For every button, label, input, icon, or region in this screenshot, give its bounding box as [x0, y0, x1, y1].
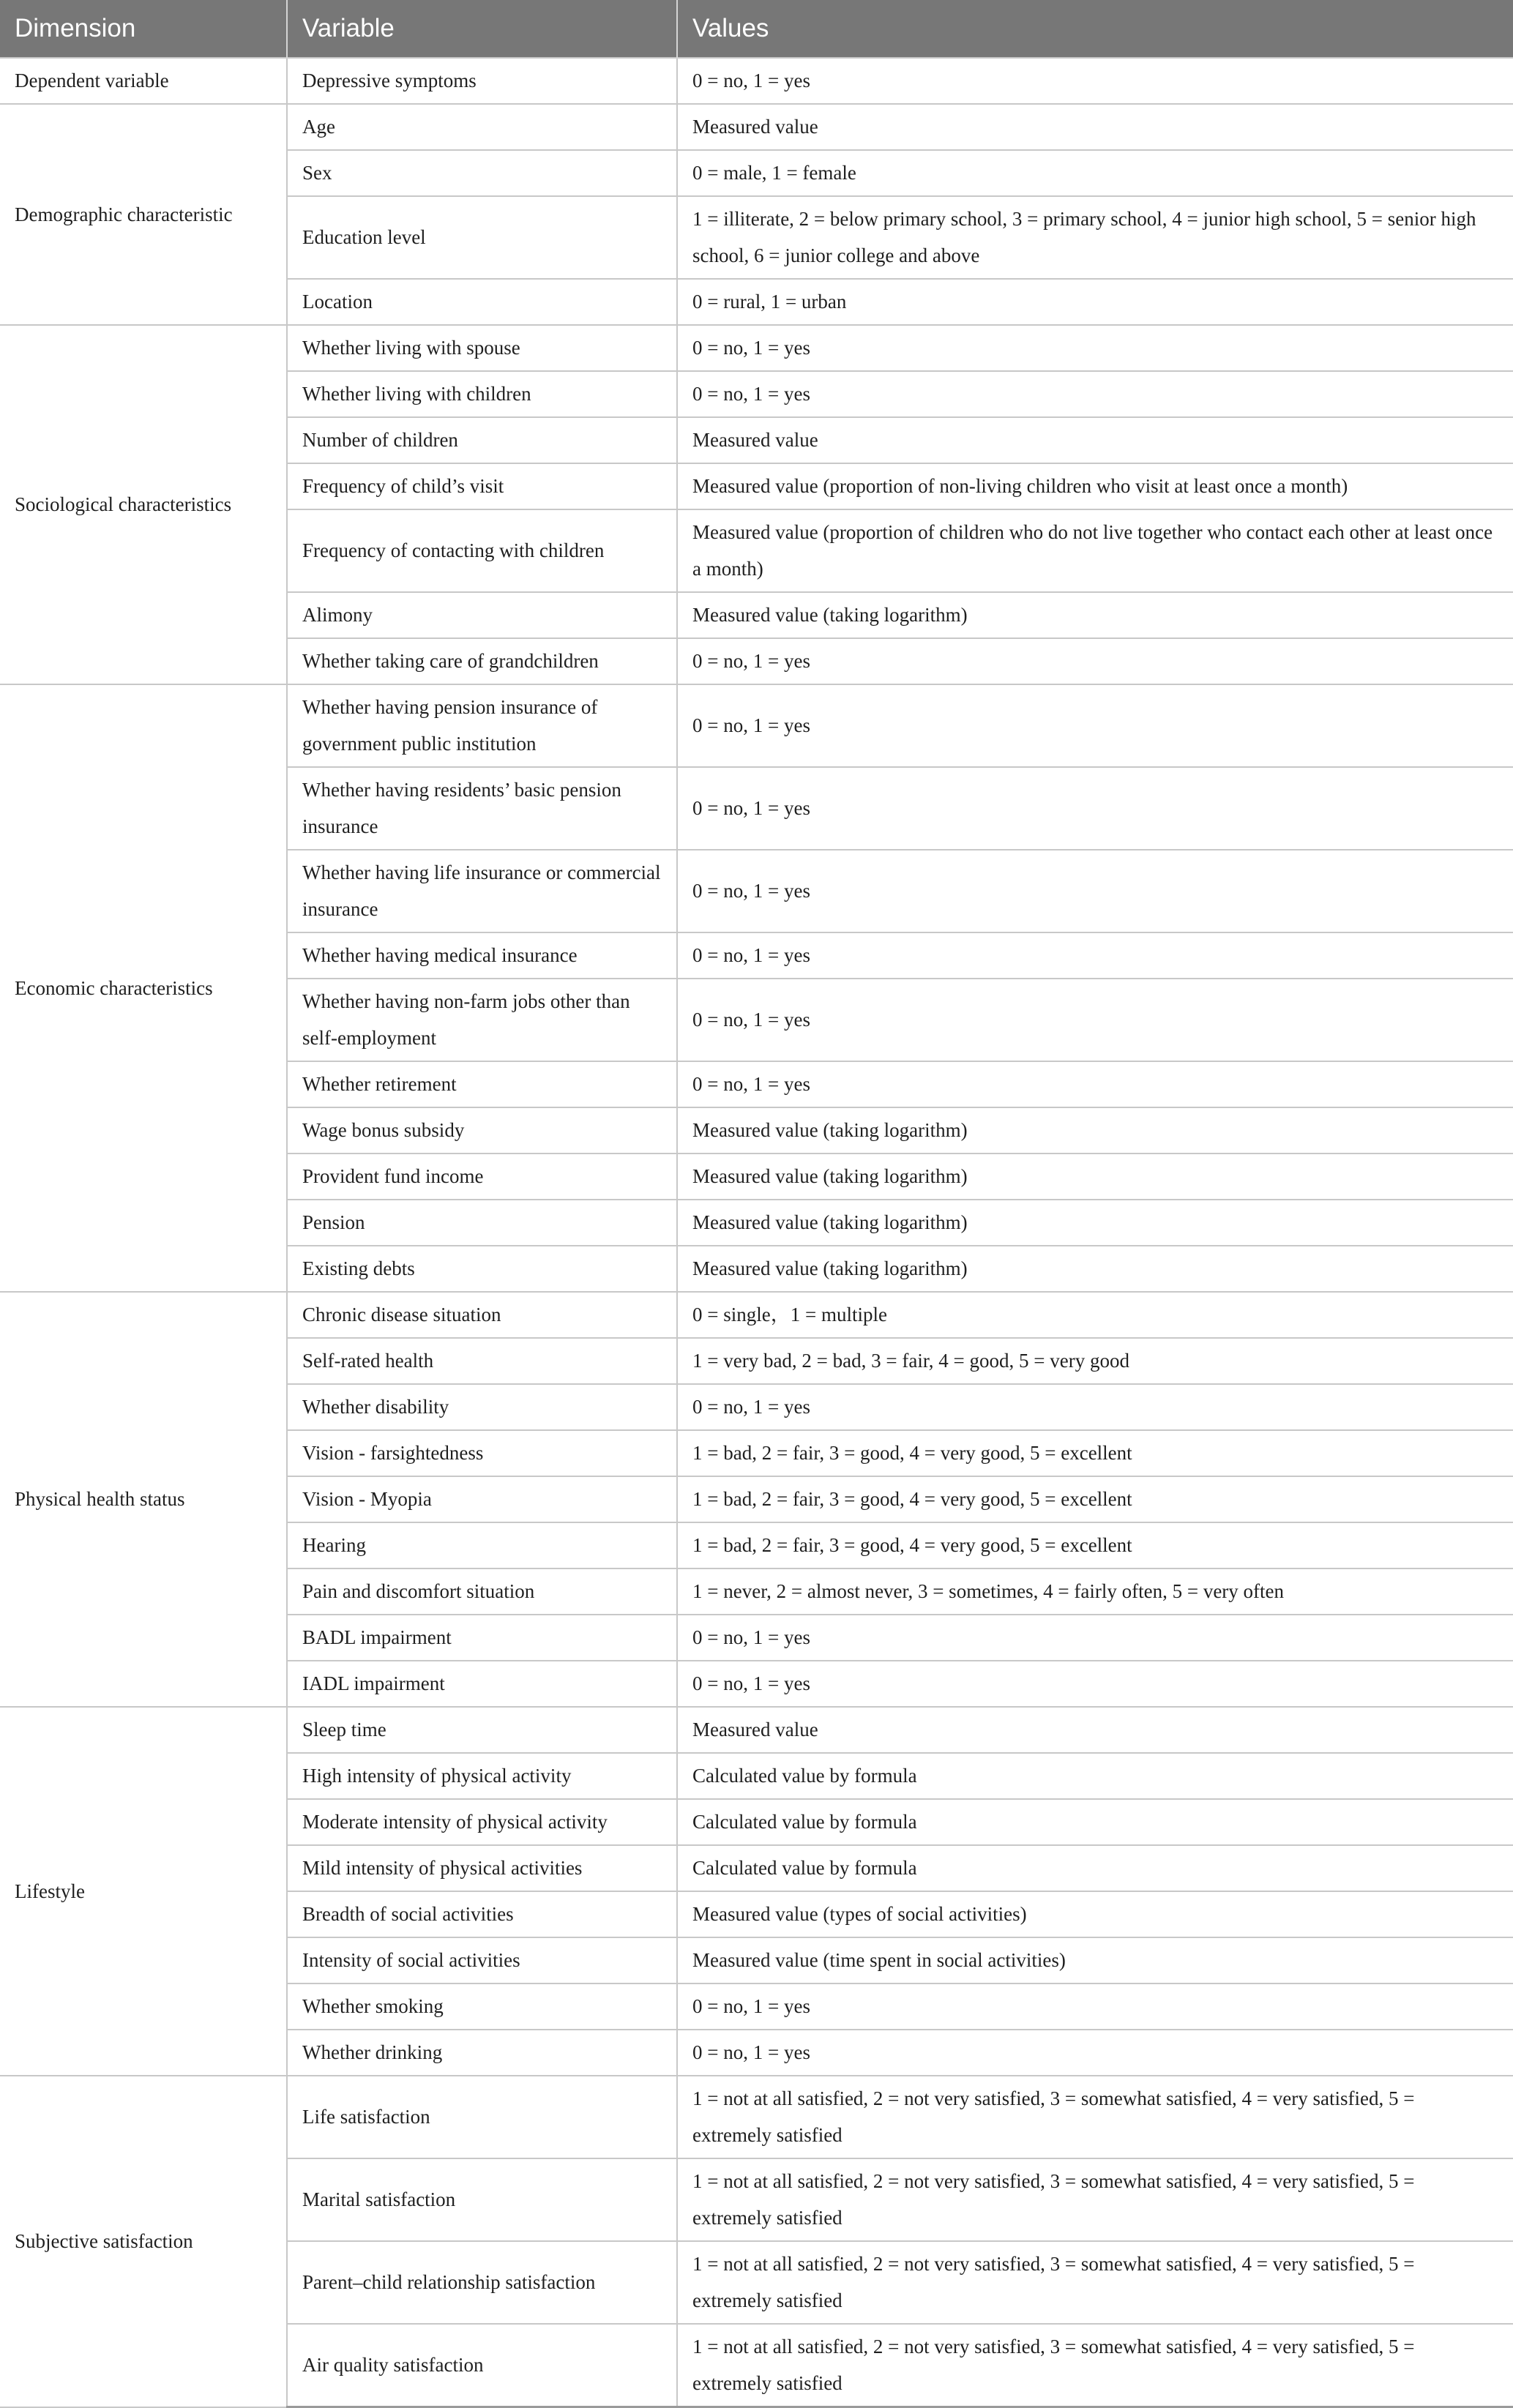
variable-cell: Existing debts	[287, 1246, 677, 1292]
value-cell: 0 = single，1 = multiple	[677, 1292, 1513, 1338]
variable-cell: Number of children	[287, 417, 677, 463]
variable-cell: Frequency of contacting with children	[287, 509, 677, 592]
value-cell: Calculated value by formula	[677, 1799, 1513, 1845]
value-cell: 1 = not at all satisfied, 2 = not very satisfied, 3 = somewhat satisfied, 4 = very satisfied, 5 = extremely satisfied	[677, 2158, 1513, 2241]
value-cell: Calculated value by formula	[677, 1845, 1513, 1891]
value-cell: 0 = no, 1 = yes	[677, 1661, 1513, 1707]
value-cell: 0 = no, 1 = yes	[677, 979, 1513, 1061]
value-cell: Measured value	[677, 417, 1513, 463]
variable-cell: Age	[287, 104, 677, 150]
variable-cell: Sex	[287, 150, 677, 196]
variable-cell: Whether having medical insurance	[287, 932, 677, 979]
header-variable: Variable	[287, 0, 677, 58]
variable-cell: Whether having pension insurance of government public institution	[287, 684, 677, 767]
value-cell: 0 = no, 1 = yes	[677, 1615, 1513, 1661]
variable-cell: Parent–child relationship satisfaction	[287, 2241, 677, 2324]
variable-cell: Depressive symptoms	[287, 58, 677, 104]
dimension-cell: Lifestyle	[0, 1707, 287, 2076]
value-cell: 0 = no, 1 = yes	[677, 767, 1513, 850]
variable-cell: Self-rated health	[287, 1338, 677, 1384]
value-cell: 1 = bad, 2 = fair, 3 = good, 4 = very good, 5 = excellent	[677, 1522, 1513, 1568]
dimension-cell: Demographic characteristic	[0, 104, 287, 325]
dimension-cell: Dependent variable	[0, 58, 287, 104]
variable-cell: BADL impairment	[287, 1615, 677, 1661]
variable-cell: Vision - Myopia	[287, 1476, 677, 1522]
header-dimension: Dimension	[0, 0, 287, 58]
value-cell: 0 = no, 1 = yes	[677, 1384, 1513, 1430]
value-cell: 0 = no, 1 = yes	[677, 684, 1513, 767]
value-cell: 1 = not at all satisfied, 2 = not very satisfied, 3 = somewhat satisfied, 4 = very satisfied, 5 = extremely satisfied	[677, 2076, 1513, 2158]
table-row	[0, 104, 1513, 150]
table-row	[0, 325, 1513, 371]
value-cell: 1 = very bad, 2 = bad, 3 = fair, 4 = good, 5 = very good	[677, 1338, 1513, 1384]
variable-cell: Vision - farsightedness	[287, 1430, 677, 1476]
value-cell: 0 = no, 1 = yes	[677, 1983, 1513, 2030]
variable-cell: Whether disability	[287, 1384, 677, 1430]
value-cell: Calculated value by formula	[677, 1753, 1513, 1799]
value-cell: 0 = male, 1 = female	[677, 150, 1513, 196]
variable-cell: Location	[287, 279, 677, 325]
variable-cell: High intensity of physical activity	[287, 1753, 677, 1799]
variable-cell: Marital satisfaction	[287, 2158, 677, 2241]
table-row	[0, 1292, 1513, 1338]
variable-cell: Moderate intensity of physical activity	[287, 1799, 677, 1845]
table-header	[0, 0, 1513, 58]
variable-cell: Frequency of child’s visit	[287, 463, 677, 509]
value-cell: 1 = bad, 2 = fair, 3 = good, 4 = very good, 5 = excellent	[677, 1476, 1513, 1522]
dimension-cell: Sociological characteristics	[0, 325, 287, 684]
variable-cell: Pension	[287, 1200, 677, 1246]
value-cell: Measured value (taking logarithm)	[677, 1153, 1513, 1200]
table-row	[0, 1707, 1513, 1753]
value-cell: 0 = no, 1 = yes	[677, 2030, 1513, 2076]
value-cell: 0 = no, 1 = yes	[677, 850, 1513, 932]
value-cell: Measured value (taking logarithm)	[677, 592, 1513, 638]
variable-cell: Intensity of social activities	[287, 1937, 677, 1983]
variable-cell: Whether living with spouse	[287, 325, 677, 371]
value-cell: 0 = no, 1 = yes	[677, 1061, 1513, 1107]
value-cell: 1 = not at all satisfied, 2 = not very satisfied, 3 = somewhat satisfied, 4 = very satisfied, 5 = extremely satisfied	[677, 2241, 1513, 2324]
variable-cell: Whether having residents’ basic pension insurance	[287, 767, 677, 850]
value-cell: Measured value (proportion of children who do not live together who contact each other at least once a month)	[677, 509, 1513, 592]
value-cell: 0 = no, 1 = yes	[677, 325, 1513, 371]
value-cell: 0 = no, 1 = yes	[677, 58, 1513, 104]
variable-cell: Alimony	[287, 592, 677, 638]
variable-cell: Sleep time	[287, 1707, 677, 1753]
variable-cell: Mild intensity of physical activities	[287, 1845, 677, 1891]
variable-cell: Whether retirement	[287, 1061, 677, 1107]
variable-cell: Education level	[287, 196, 677, 279]
table-row	[0, 684, 1513, 767]
header-values: Values	[677, 0, 1513, 58]
variable-cell: Pain and discomfort situation	[287, 1568, 677, 1615]
value-cell: Measured value (taking logarithm)	[677, 1200, 1513, 1246]
table-body	[0, 58, 1513, 2407]
value-cell: Measured value (taking logarithm)	[677, 1246, 1513, 1292]
value-cell: 1 = bad, 2 = fair, 3 = good, 4 = very good, 5 = excellent	[677, 1430, 1513, 1476]
variable-cell: Hearing	[287, 1522, 677, 1568]
variable-cell: Whether having life insurance or commercial insurance	[287, 850, 677, 932]
dimension-cell: Economic characteristics	[0, 684, 287, 1292]
variable-cell: Provident fund income	[287, 1153, 677, 1200]
value-cell: Measured value (time spent in social activities)	[677, 1937, 1513, 1983]
value-cell: Measured value	[677, 1707, 1513, 1753]
variable-cell: Chronic disease situation	[287, 1292, 677, 1338]
value-cell: 1 = not at all satisfied, 2 = not very satisfied, 3 = somewhat satisfied, 4 = very satisfied, 5 = extremely satisfied	[677, 2324, 1513, 2407]
table-row	[0, 58, 1513, 104]
header-row	[0, 0, 1513, 58]
dimension-cell: Subjective satisfaction	[0, 2076, 287, 2407]
value-cell: 1 = never, 2 = almost never, 3 = sometimes, 4 = fairly often, 5 = very often	[677, 1568, 1513, 1615]
variable-cell: Wage bonus subsidy	[287, 1107, 677, 1153]
value-cell: 0 = no, 1 = yes	[677, 932, 1513, 979]
variable-cell: Air quality satisfaction	[287, 2324, 677, 2407]
value-cell: 1 = illiterate, 2 = below primary school, 3 = primary school, 4 = junior high school, 5 = senior high school, 6 = junior college and above	[677, 196, 1513, 279]
value-cell: 0 = no, 1 = yes	[677, 371, 1513, 417]
variable-cell: Whether living with children	[287, 371, 677, 417]
dimension-cell: Physical health status	[0, 1292, 287, 1707]
value-cell: Measured value (proportion of non-living children who visit at least once a month)	[677, 463, 1513, 509]
value-cell: Measured value (taking logarithm)	[677, 1107, 1513, 1153]
variable-cell: Life satisfaction	[287, 2076, 677, 2158]
variable-cell: Breadth of social activities	[287, 1891, 677, 1937]
table-row	[0, 2076, 1513, 2158]
value-cell: 0 = rural, 1 = urban	[677, 279, 1513, 325]
variable-cell: Whether having non-farm jobs other than self-employment	[287, 979, 677, 1061]
variable-cell: Whether smoking	[287, 1983, 677, 2030]
variable-cell: Whether taking care of grandchildren	[287, 638, 677, 684]
value-cell: Measured value	[677, 104, 1513, 150]
variable-cell: IADL impairment	[287, 1661, 677, 1707]
value-cell: Measured value (types of social activities)	[677, 1891, 1513, 1937]
variable-cell: Whether drinking	[287, 2030, 677, 2076]
value-cell: 0 = no, 1 = yes	[677, 638, 1513, 684]
